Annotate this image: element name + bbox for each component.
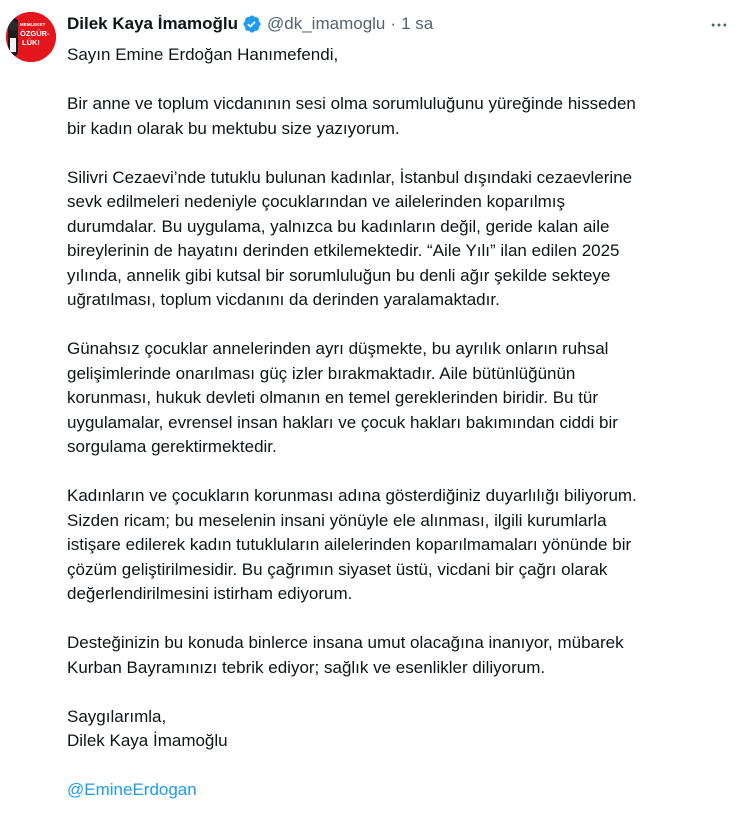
tweet-time[interactable]: 1 sa (401, 14, 434, 33)
paragraph-wishes: Desteğinizin bu konuda binlerce insana umut olacağına inanıyor, mübarek Kurban Bayramınızı tebrik ediyor; sağlık ve esenlikler diliyorum. (67, 633, 624, 677)
paragraph-situation: Silivri Cezaevi’nde tutuklu bulunan kadınlar, İstanbul dışındaki cezaevlerine sevk edilmeleri nedeniyle çocuklarından ve ailelerinden koparılmış durumdalar. Bu uygulama, yalnızca bu kadınların değil, geride kalan aile bireylerinin de hayatını derinden etkilemektedir. “Aile Yılı” ilan edilen 2025 yılında, annelik gibi kutsal bir sorumluluğun bu denli ağır şekilde sekteye uğratılması, toplum vicdanını da derinden yaralamaktadır. (67, 167, 633, 309)
more-options-icon[interactable] (706, 12, 732, 38)
paragraph-intro: Bir anne ve toplum vicdanının sesi olma sorumluluğunu yüreğinde hisseden bir kadın olarak bu mektubu size yazıyorum. (67, 94, 636, 138)
tweet-text (67, 43, 732, 827)
avatar-text-bottom: LÜK! (22, 38, 40, 47)
author-name[interactable]: Dilek Kaya İmamoğlu (67, 14, 239, 33)
paragraph-request: Kadınların ve çocukların korunması adına gösterdiğiniz duyarlılığı biliyorum. Sizden ricam; bu meselenin insani yönüyle ele alınması, ilgili kurumlarla istişare edilerek kadın tutukluların ailelerinden koparılmamaları yönünde bir çözüm geliştirilmesidir. Bu çağrımın siyaset üstü, vicdani bir çağrı olarak değerlendirilmesini istirham ediyorum. (67, 486, 637, 603)
avatar-text-mid: ÖZGÜR- (20, 29, 50, 38)
mention-link[interactable]: @EmineErdogan (67, 780, 197, 799)
tweet-header (67, 12, 433, 36)
avatar-image (6, 12, 56, 62)
avatar[interactable] (6, 12, 56, 62)
paragraph-salutation: Sayın Emine Erdoğan Hanımefendi, (67, 45, 339, 64)
verified-badge-icon (242, 14, 262, 34)
separator-dot: · (390, 14, 397, 33)
author-handle[interactable]: @dk_imamoglu (267, 14, 386, 33)
paragraph-signature: Saygılarımla, Dilek Kaya İmamoğlu (67, 706, 228, 750)
avatar-text-top: MEMLEKET (20, 22, 46, 27)
paragraph-children: Günahsız çocuklar annelerinden ayrı düşmekte, bu ayrılık onların ruhsal gelişimlerinde onarılması güç izler bırakmaktadır. Aile bütünlüğünün korunması, hukuk devleti olmanın en temel gereklerinden biridir. Bu tür uygulamalar, evrensel insan hakları ve çocuk hakları bakımından ciddi bir sorgulama gerektirmektedir. (67, 339, 618, 456)
